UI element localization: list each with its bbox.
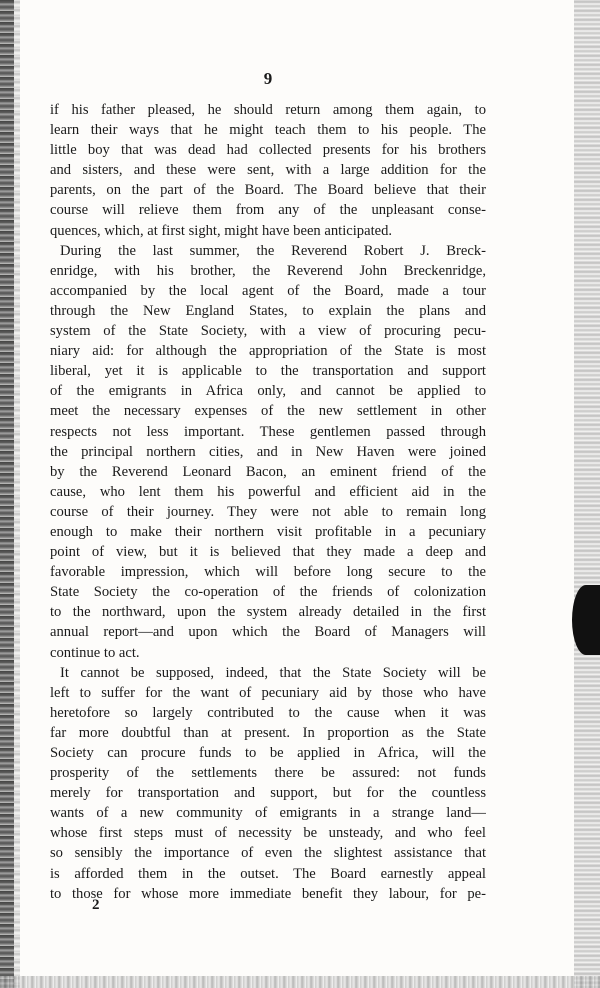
text-line: the principal northern cities, and in New Haven were joined bbox=[50, 443, 486, 460]
text-line: so sensibly the importance of even the slightest assistance that bbox=[50, 845, 486, 862]
text-line: liberal, yet it is applicable to the transportation and support bbox=[50, 363, 486, 380]
text-line: wants of a new community of emigrants in a strange land— bbox=[50, 805, 486, 822]
text-line: through the New England States, to explain the plans and bbox=[50, 302, 486, 319]
text-line: course will relieve them from any of the unpleasant conse- bbox=[50, 202, 486, 219]
text-line: During the last summer, the Reverend Robert J. Breck- bbox=[60, 242, 486, 259]
text-line: accompanied by the local agent of the Board, made a tour bbox=[50, 282, 486, 299]
text-line: enough to make their northern visit profitable in a pecuniary bbox=[50, 523, 486, 540]
text-line: heretofore so largely contributed to the cause when it was bbox=[50, 704, 486, 721]
text-line: point of view, but it is believed that they made a deep and bbox=[50, 544, 486, 561]
text-line: course of their journey. They were not able to remain long bbox=[50, 503, 486, 520]
text-line: if his father pleased, he should return among them again, to bbox=[50, 102, 486, 118]
text-line: meet the necessary expenses of the new settlement in other bbox=[50, 403, 486, 420]
text-line: respects not less important. These gentlemen passed through bbox=[50, 423, 486, 440]
text-line: of the emigrants in Africa only, and cannot be applied to bbox=[50, 383, 486, 400]
text-line: is afforded them in the outset. The Board earnestly appeal bbox=[50, 865, 486, 882]
text-line: far more doubtful than at present. In proportion as the State bbox=[50, 724, 486, 741]
text-line: to the northward, upon the system already detailed in the first bbox=[50, 604, 486, 621]
binding-edge-shadow-inner bbox=[14, 0, 20, 988]
binding-edge-shadow bbox=[0, 0, 14, 988]
text-line: Society can procure funds to be applied in Africa, will the bbox=[50, 745, 486, 761]
text-line: annual report—and upon which the Board of Managers will bbox=[50, 624, 486, 641]
text-line: system of the State Society, with a view of procuring pecu- bbox=[50, 323, 486, 340]
page-edge-blot bbox=[572, 585, 600, 655]
text-line: It cannot be supposed, indeed, that the State Society will be bbox=[60, 664, 486, 681]
text-line: learn their ways that he might teach them to his people. The bbox=[50, 122, 486, 139]
text-line: and sisters, and these were sent, with a large addition for the bbox=[50, 162, 486, 179]
text-line: cause, who lent them his powerful and efficient aid in the bbox=[50, 483, 486, 500]
bottom-scan-edge bbox=[0, 976, 600, 988]
text-line: left to suffer for the want of pecuniary aid by those who have bbox=[50, 684, 486, 701]
text-line: State Society the co-operation of the friends of colonization bbox=[50, 584, 486, 601]
text-line: quences, which, at first sight, might have been anticipated. bbox=[50, 222, 393, 239]
text-line: whose first steps must of necessity be unsteady, and who feel bbox=[50, 825, 486, 842]
page-number: 9 bbox=[263, 69, 273, 88]
text-line: enridge, with his brother, the Reverend John Breckenridge, bbox=[50, 262, 486, 279]
text-line: favorable impression, which will before long secure to the bbox=[50, 564, 486, 581]
body-text bbox=[50, 100, 486, 904]
text-line: continue to act. bbox=[50, 644, 140, 661]
signature-mark: 2 bbox=[92, 897, 100, 913]
text-line: little boy that was dead had collected presents for his brothers bbox=[50, 142, 486, 159]
facing-page-edge bbox=[574, 0, 600, 988]
text-line: prosperity of the settlements there be assured: not funds bbox=[50, 765, 486, 782]
text-line: by the Reverend Leonard Bacon, an eminent friend of the bbox=[50, 463, 486, 480]
text-line: parents, on the part of the Board. The Board believe that their bbox=[50, 182, 486, 199]
text-line: to those for whose more immediate benefit they labour, for pe- bbox=[50, 885, 486, 902]
text-line: merely for transportation and support, but for the countless bbox=[50, 785, 486, 802]
text-line: niary aid: for although the appropriation of the State is most bbox=[50, 343, 486, 360]
